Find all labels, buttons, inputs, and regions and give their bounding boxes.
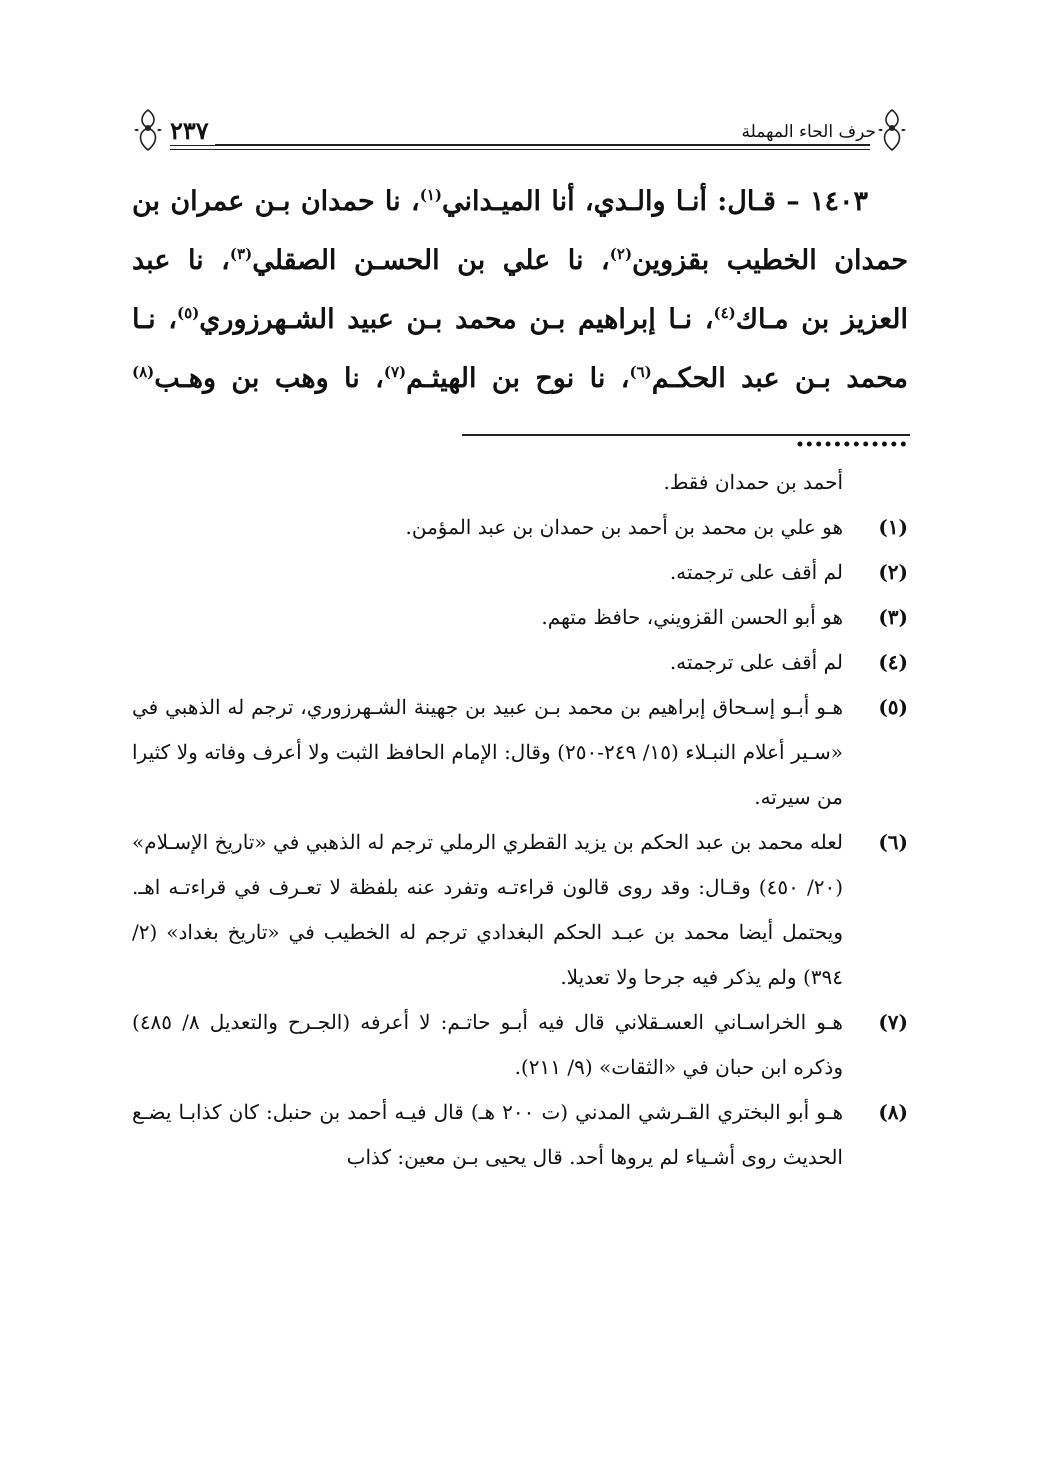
footnote-text: هـو أبـو إسـحاق إبراهيم بن محمد بـن عبيد بن جهينة الشـهرزوري، ترجم له الذهبي في «سـير أعلام النبـلاء (١٥/ ٢٤٩-٢٥٠) وقال: الإمام الحافظ الثبت ولا أعرف وفاته ولا كثيرا من سيرته. xyxy=(132,695,843,809)
ellipsis-dots: ............ xyxy=(795,422,908,453)
footnote-number: (٧) xyxy=(878,1010,908,1034)
footnote-text: لم أقف على ترجمته. xyxy=(669,560,843,584)
footnote-number: (٥) xyxy=(878,695,908,719)
footnote-text: لعله محمد بن عبد الحكم بن يزيد القطري الرملي ترجم له الذهبي في «تاريخ الإسـلام» (٢٠/ ٤٥٠) وقـال: وقد روى قالون قراءتـه وتفرد عنه بلفظة لا تعـرف في قراءتـه اهـ. ويحتمل أيضا محمد بن عبـد الحكم البغدادي ترجم له الخطيب في «تاريخ بغداد» (٢/ ٣٩٤) ولم يذكر فيه جرحا ولا تعديلا. xyxy=(132,830,843,989)
page-number: ٢٣٧ xyxy=(164,116,215,145)
main-segment: ، نا نوح بن الهيثـم xyxy=(406,363,630,394)
main-segment: ، نا عبد العزيز بن مـاك xyxy=(132,245,908,335)
footnote-number: (٢) xyxy=(878,560,908,584)
footnote-ref[interactable]: (٧) xyxy=(383,363,407,381)
footnote-item xyxy=(132,685,908,820)
footnote-number: (١) xyxy=(878,515,908,539)
footnote-item xyxy=(132,505,908,550)
main-segment: ، نـا محمد بـن عبد الحكـم xyxy=(132,304,908,394)
footnote-separator xyxy=(462,434,910,436)
main-text xyxy=(132,172,908,467)
ornament-left-icon xyxy=(130,106,166,154)
main-segment: ، نا وهب بن وهـب xyxy=(154,363,384,394)
footnote-text: هو أبو الحسن القزويني، حافظ متهم. xyxy=(541,605,843,629)
footnote-ref[interactable]: (٤) xyxy=(713,304,736,322)
main-segment: ، نا علي بن الحسـن الصقلي xyxy=(252,245,610,276)
footnote-text: لم أقف على ترجمته. xyxy=(669,650,843,674)
footnote-item xyxy=(132,820,908,1000)
hadith-paragraph xyxy=(132,172,908,467)
footnote-item xyxy=(132,595,908,640)
footnote-ref[interactable]: (٨) xyxy=(132,363,155,381)
footnote-item xyxy=(132,1000,908,1090)
footnote-ref[interactable]: (٦) xyxy=(629,363,652,381)
footnote-item xyxy=(132,640,908,685)
page-header xyxy=(130,100,910,154)
footnote-ref[interactable]: (١) xyxy=(419,186,442,204)
footnote-item xyxy=(132,550,908,595)
running-title: حرف الحاء المهملة xyxy=(735,122,882,142)
footnote-ref[interactable]: (٢) xyxy=(609,245,633,263)
footnote-number: (٣) xyxy=(878,605,908,629)
footnote-item xyxy=(132,1090,908,1180)
footnote-number: (٤) xyxy=(878,650,908,674)
main-segment: – قـال: أنـا والـدي، أنا الميـداني xyxy=(441,186,810,217)
footnote-continuation: أحمد بن حمدان فقط. xyxy=(663,470,843,494)
footnote-ref[interactable]: (٥) xyxy=(177,304,200,322)
main-segment: ، نـا إبراهيم بـن محمد بـن عبيد الشـهرزوري xyxy=(199,304,714,335)
footnote-text: هـو أبو البختري القـرشي المدني (ت ٢٠٠ هـ) قال فيـه أحمد بن حنبل: كان كذابـا يضـع الحديث روى أشـياء لم يروها أحد. قال يحيى بـن معين: كذاب xyxy=(132,1100,843,1169)
footnote-number: (٦) xyxy=(878,830,908,854)
ornament-right-icon xyxy=(874,106,910,154)
header-rule xyxy=(170,144,870,146)
footnote-ref[interactable]: (٣) xyxy=(229,245,253,263)
footnote-text: هو علي بن محمد بن أحمد بن حمدان بن عبد المؤمن. xyxy=(405,515,843,539)
footnotes xyxy=(132,460,908,1180)
entry-number: ١٤٠٣ xyxy=(810,186,869,217)
main-segment: ، نا حمدان بـن عمران بن حمدان الخطيب بقزوين xyxy=(132,186,909,276)
footnote-text: هـو الخراسـاني العسـقلاني قال فيه أبـو حاتـم: لا أعرفه (الجـرح والتعديل ٨/ ٤٨٥) وذكره ابن حبان في «الثقات» (٩/ ٢١١). xyxy=(132,1010,843,1079)
footnote-number: (٨) xyxy=(878,1100,908,1124)
